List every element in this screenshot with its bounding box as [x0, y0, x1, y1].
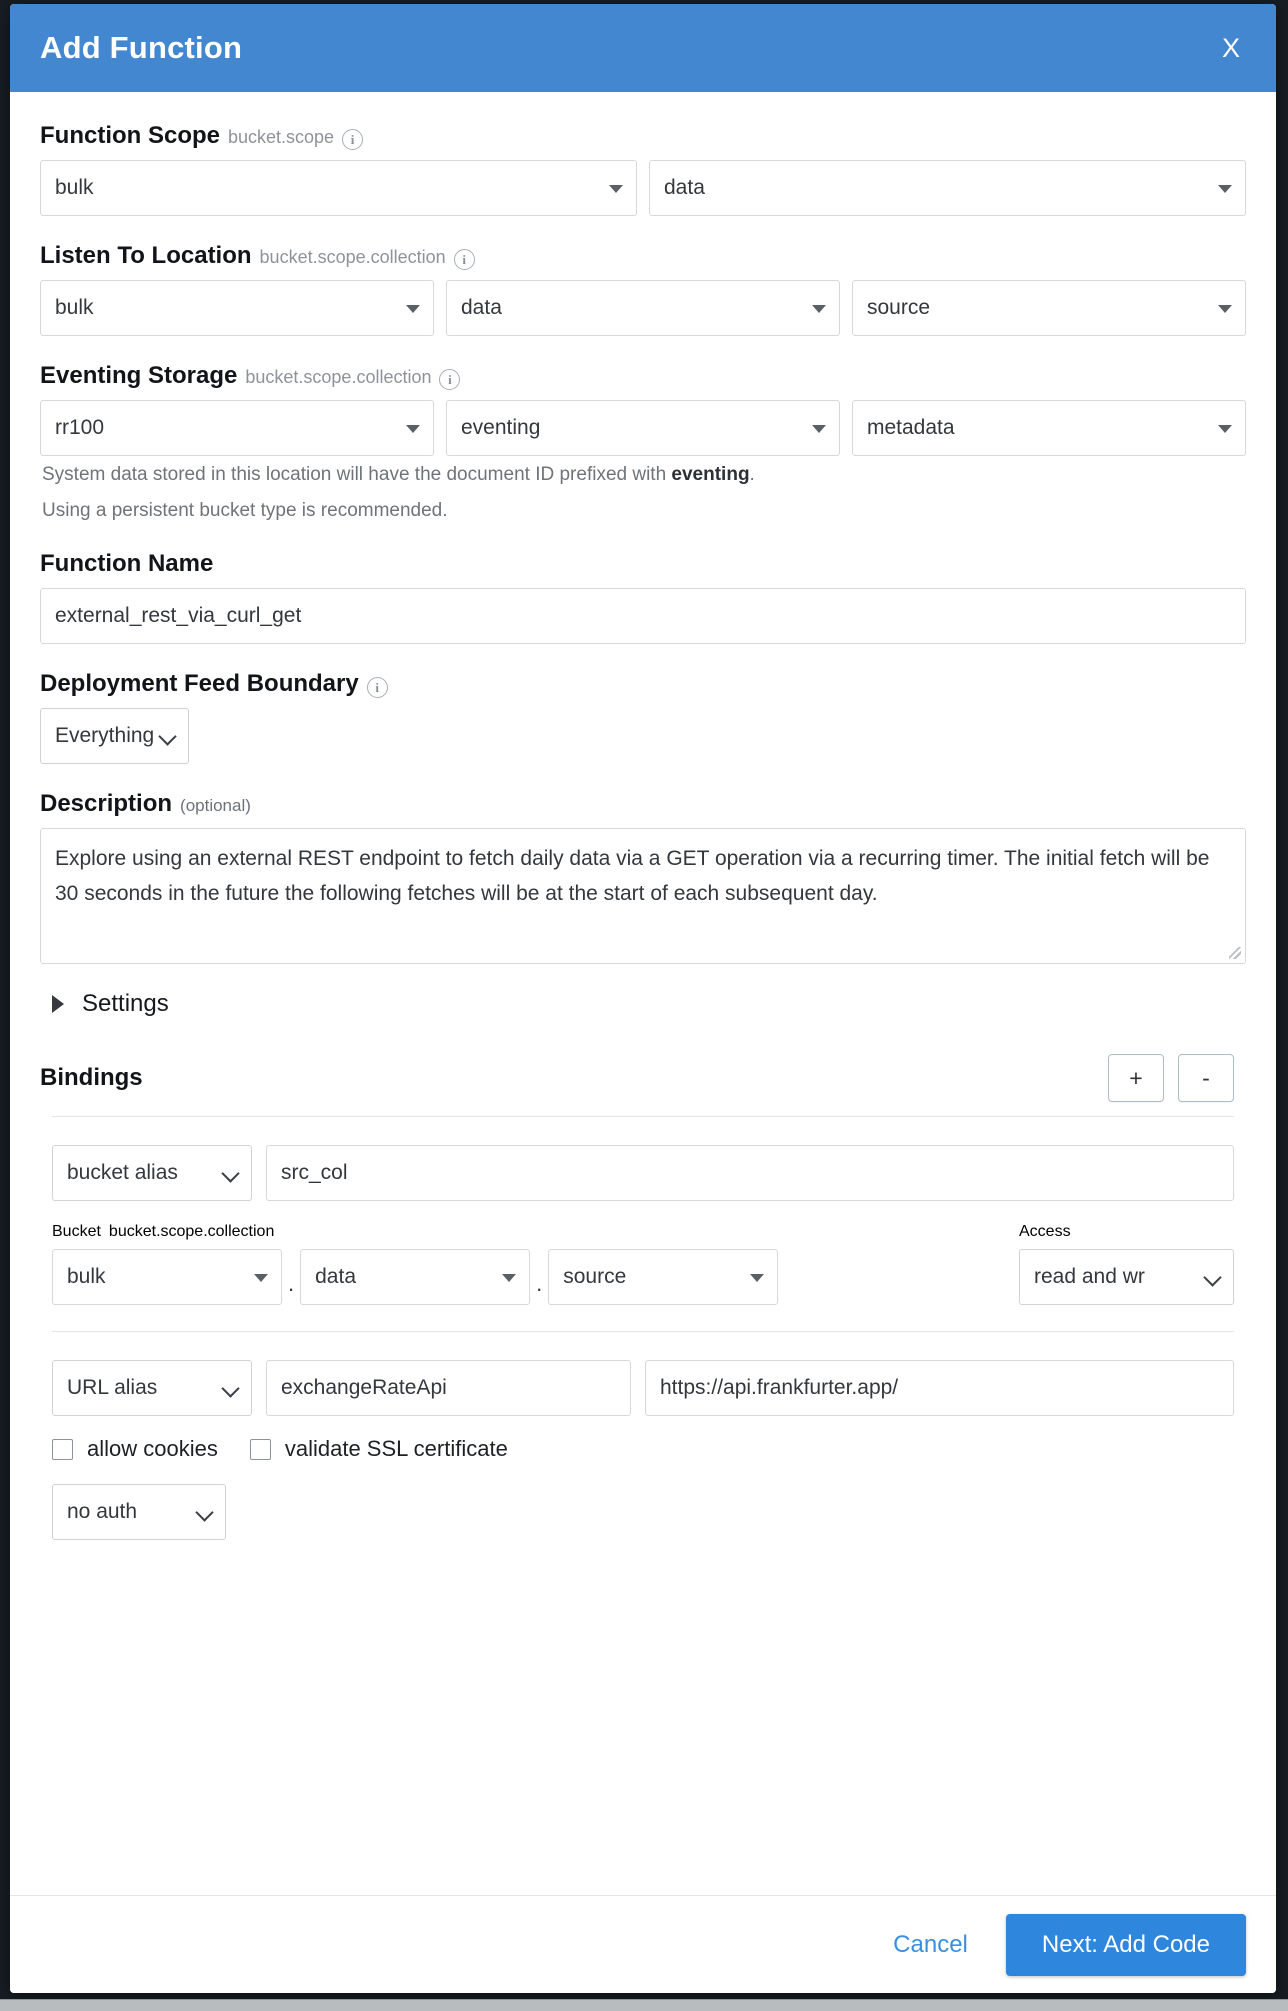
function-scope-hint: bucket.scope: [228, 127, 335, 147]
url-binding-block: [40, 1360, 1246, 1540]
dialog-footer: [10, 1895, 1276, 1993]
bindings-header: [40, 1054, 1246, 1102]
listen-bucket-dropdown[interactable]: bulk: [40, 280, 434, 336]
dialog-title: Add Function: [40, 30, 243, 65]
binding-separator-divider: [52, 1331, 1234, 1332]
add-binding-button[interactable]: +: [1108, 1054, 1164, 1102]
eventing-storage-label-group: [40, 362, 1246, 390]
cancel-button[interactable]: Cancel: [893, 1930, 968, 1958]
bucket-label-group: [52, 1223, 1019, 1241]
function-scope-bucket-dropdown[interactable]: bulk: [40, 160, 637, 216]
dialog-header: [10, 4, 1276, 92]
listen-to-location-label-group: [40, 242, 1246, 270]
listen-to-location-hint: bucket.scope.collection: [259, 247, 446, 267]
close-icon[interactable]: X: [1221, 32, 1240, 63]
binding-bucket-dropdown[interactable]: bulk: [52, 1249, 282, 1305]
note-prefix: System data stored in this location will have the document ID prefixed with: [42, 464, 672, 485]
url-binding-type-select[interactable]: URL alias: [52, 1360, 252, 1416]
url-alias-input[interactable]: exchangeRateApi: [266, 1360, 631, 1416]
url-binding-options: [52, 1436, 1234, 1462]
url-binding-row: [52, 1360, 1234, 1416]
add-function-dialog: [10, 4, 1276, 1993]
feed-boundary-label: Deployment Feed Boundary: [40, 670, 359, 697]
function-scope-row: [40, 160, 1246, 216]
bindings-divider: [52, 1116, 1234, 1117]
listen-to-location-row: [40, 280, 1246, 336]
info-icon[interactable]: i: [367, 677, 388, 698]
info-icon[interactable]: i: [342, 129, 363, 150]
scope-collection-separator: .: [536, 1271, 543, 1296]
validate-ssl-checkbox[interactable]: [250, 1439, 271, 1460]
caret-right-icon: [52, 995, 64, 1013]
allow-cookies-label[interactable]: allow cookies: [87, 1436, 218, 1461]
note-suffix: .: [749, 464, 755, 485]
settings-disclosure[interactable]: [52, 990, 1246, 1018]
function-name-input[interactable]: external_rest_via_curl_get: [40, 588, 1246, 644]
dialog-body: [10, 92, 1276, 1895]
settings-label: Settings: [82, 990, 169, 1017]
description-optional-note: (optional): [180, 796, 251, 815]
info-icon[interactable]: i: [439, 369, 460, 390]
function-name-label: Function Name: [40, 550, 214, 577]
access-label: Access: [1019, 1223, 1071, 1240]
remove-binding-button[interactable]: -: [1178, 1054, 1234, 1102]
eventing-scope-dropdown[interactable]: eventing: [446, 400, 840, 456]
next-add-code-button[interactable]: Next: Add Code: [1006, 1914, 1246, 1976]
function-scope-label-group: [40, 122, 1246, 150]
bucket-hint: bucket.scope.collection: [108, 1223, 275, 1240]
url-auth-select[interactable]: no auth: [52, 1484, 226, 1540]
bucket-binding-row: [52, 1145, 1234, 1201]
binding-scope-dropdown[interactable]: data: [300, 1249, 530, 1305]
listen-scope-dropdown[interactable]: data: [446, 280, 840, 336]
eventing-collection-dropdown[interactable]: metadata: [852, 400, 1246, 456]
eventing-storage-note-1: [42, 464, 1246, 486]
note-bold: eventing: [671, 464, 750, 485]
url-value-input[interactable]: https://api.frankfurter.app/: [645, 1360, 1234, 1416]
binding-alias-input[interactable]: src_col: [266, 1145, 1234, 1201]
description-label-group: [40, 790, 1246, 818]
validate-ssl-label[interactable]: validate SSL certificate: [284, 1436, 508, 1461]
eventing-storage-note-2: Using a persistent bucket type is recommended.: [42, 500, 448, 521]
window-bottom-strip: [0, 1999, 1288, 2011]
eventing-bucket-dropdown[interactable]: rr100: [40, 400, 434, 456]
bucket-label: Bucket: [52, 1223, 101, 1240]
bucket-access-labels: [52, 1223, 1234, 1241]
bucket-scope-separator: .: [288, 1271, 295, 1296]
description-textarea[interactable]: Explore using an external REST endpoint to fetch daily data via a GET operation via a recurring timer. The initial fetch will be 30 seconds in the future the following fetches will be at the start of each subsequent day.: [40, 828, 1246, 964]
eventing-storage-row: [40, 400, 1246, 456]
binding-collection-dropdown[interactable]: source: [548, 1249, 778, 1305]
bindings-title: Bindings: [40, 1064, 143, 1091]
info-icon[interactable]: i: [454, 249, 475, 270]
eventing-storage-hint: bucket.scope.collection: [245, 367, 432, 387]
bucket-binding-selectors: [52, 1249, 1234, 1305]
allow-cookies-checkbox[interactable]: [52, 1439, 73, 1460]
access-label-group: [1019, 1223, 1234, 1241]
bindings-controls: [1108, 1054, 1234, 1102]
function-scope-label: Function Scope: [40, 122, 220, 149]
feed-boundary-select[interactable]: Everything: [40, 708, 189, 764]
eventing-storage-label: Eventing Storage: [40, 362, 238, 389]
feed-boundary-row: [40, 708, 1246, 764]
function-scope-scope-dropdown[interactable]: data: [649, 160, 1246, 216]
listen-collection-dropdown[interactable]: source: [852, 280, 1246, 336]
feed-boundary-label-group: [40, 670, 1246, 698]
function-name-label-group: [40, 550, 1246, 578]
listen-to-location-label: Listen To Location: [40, 242, 252, 269]
description-label: Description: [40, 790, 173, 817]
bucket-binding-block: [40, 1145, 1246, 1305]
binding-type-select[interactable]: bucket alias: [52, 1145, 252, 1201]
binding-access-select[interactable]: read and wr: [1019, 1249, 1234, 1305]
